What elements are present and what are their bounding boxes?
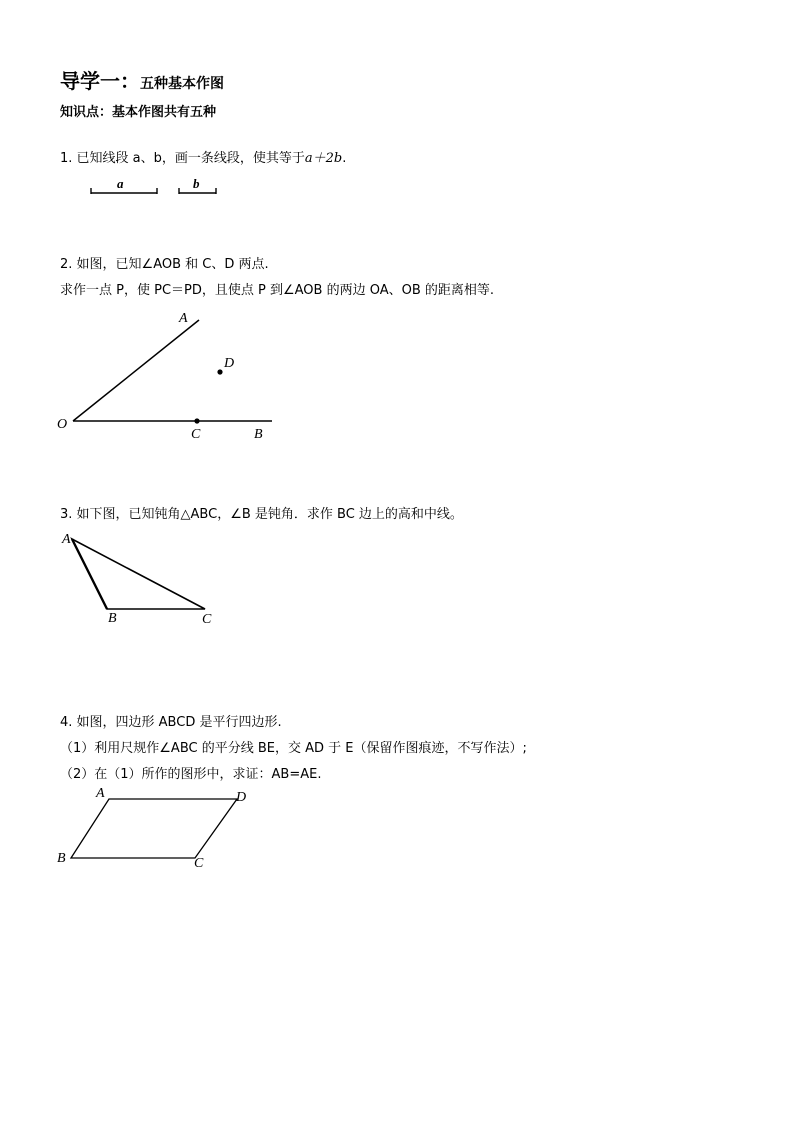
q2-label-C: C — [191, 427, 201, 442]
segment-b-label: b — [193, 176, 200, 191]
q3-label-B: B — [108, 611, 117, 626]
segment-b — [179, 188, 216, 194]
q1-text-suffix: . — [342, 151, 347, 166]
point-C — [194, 418, 199, 423]
segment-a-label: a — [117, 176, 124, 191]
point-D — [217, 369, 222, 374]
q2-label-B: B — [254, 427, 263, 442]
q2-line1: 2. 如图，已知∠AOB 和 C、D 两点. — [60, 257, 269, 272]
q4-line3: （2）在（1）所作的图形中，求证：AB=AE. — [60, 767, 322, 782]
title-main: 导学一： — [60, 69, 140, 93]
q4-label-C: C — [194, 856, 204, 871]
q3-label-A: A — [62, 532, 71, 547]
title-sub: 五种基本作图 — [140, 76, 224, 92]
q2-line2: 求作一点 P，使 PC＝PD，且使点 P 到∠AOB 的两边 OA、OB 的距离相等. — [60, 283, 495, 298]
q2-label-O: O — [57, 417, 68, 432]
knowledge-point: 知识点：基本作图共有五种 — [60, 105, 217, 120]
q4-line2: （1）利用尺规作∠ABC 的平分线 BE，交 AD 于 E（保留作图痕迹，不写作法）; — [60, 741, 527, 756]
segment-a — [91, 188, 157, 194]
parallelogram-ABCD — [71, 799, 237, 858]
ray-OA — [73, 320, 199, 421]
q2-label-A: A — [179, 311, 188, 326]
q1-formula: a＋2b — [304, 151, 343, 166]
q1-text-prefix: 1. 已知线段 a、b，画一条线段，使其等于 — [60, 151, 305, 166]
q4-label-D: D — [236, 790, 247, 805]
q3-label-C: C — [202, 612, 212, 627]
triangle-AB-thick — [72, 539, 107, 609]
q4-label-B: B — [57, 851, 66, 866]
q3-line1: 3. 如下图，已知钝角△ABC，∠B 是钝角．求作 BC 边上的高和中线。 — [60, 507, 463, 522]
q4-label-A: A — [96, 786, 105, 801]
triangle-ABC — [72, 539, 205, 609]
q4-line1: 4. 如图，四边形 ABCD 是平行四边形. — [60, 715, 282, 730]
q2-label-D: D — [224, 356, 235, 371]
